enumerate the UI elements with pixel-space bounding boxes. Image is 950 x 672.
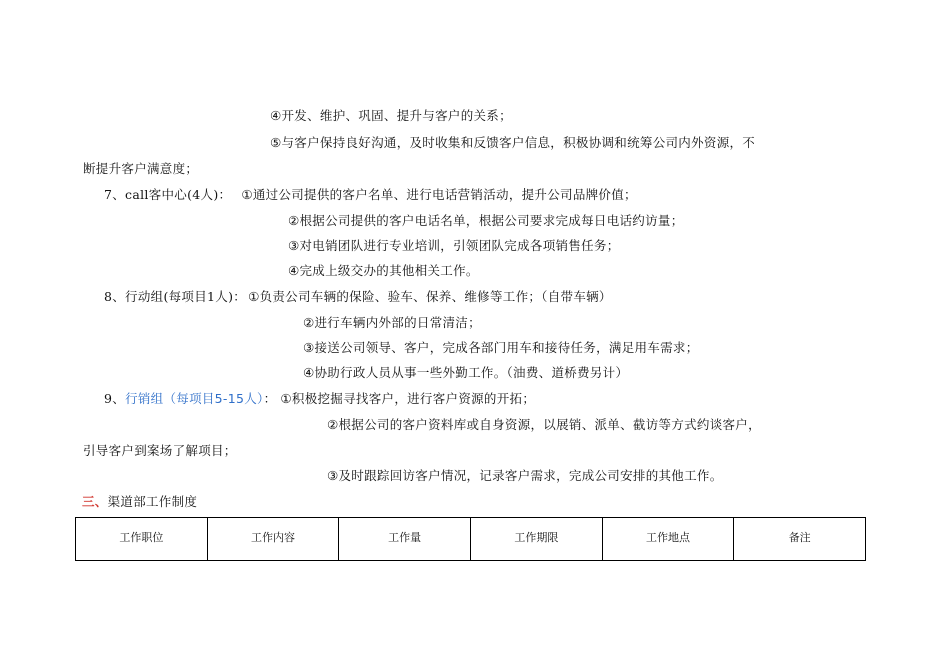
action-group-duty-4: ④协助行政人员从事一些外勤工作。（油费、道桥费另计） [303, 365, 629, 380]
action-group-duty-3: ③接送公司领导、客户，完成各部门用车和接待任务，满足用车需求； [303, 340, 699, 355]
marketing-group-duty-2-continuation: 引导客户到案场了解项目； [83, 443, 237, 458]
table-header-content: 工作内容 [208, 518, 340, 560]
table-header-location: 工作地点 [603, 518, 735, 560]
item-5-communication: ⑤与客户保持良好沟通，及时收集和反馈客户信息，积极协调和统筹公司内外资源，不 [270, 135, 756, 150]
marketing-group-label: 行销组（每项目5-15人） [125, 391, 264, 406]
call-center-duty-4: ④完成上级交办的其他相关工作。 [288, 263, 479, 278]
action-group-label: 8、行动组(每项目1人)： [104, 289, 247, 304]
section-title: 渠道部工作制度 [107, 494, 198, 509]
action-group-duty-2: ②进行车辆内外部的日常清洁； [303, 315, 481, 330]
marketing-group-colon: ： [263, 391, 277, 406]
section-heading [82, 493, 197, 511]
call-center-label: 7、call客中心(4人)： [104, 187, 232, 202]
item-4-relations: ④开发、维护、巩固、提升与客户的关系； [270, 108, 512, 123]
marketing-group-row [104, 390, 535, 408]
call-center-duty-3: ③对电销团队进行专业培训，引领团队完成各项销售任务； [288, 238, 620, 253]
call-center-duty-2: ②根据公司提供的客户电话名单，根据公司要求完成每日电话约访量； [288, 213, 684, 228]
marketing-group-duty-1: ①积极挖掘寻找客户，进行客户资源的开拓； [280, 391, 536, 406]
table-header-workload: 工作量 [339, 518, 471, 560]
action-group-duty-1: ①负责公司车辆的保险、验车、保养、维修等工作；（自带车辆） [248, 289, 612, 304]
call-center-row [104, 186, 637, 204]
marketing-group-duty-2: ②根据公司的客户资料库或自身资源，以展销、派单、截访等方式约谈客户， [327, 417, 761, 432]
action-group-row [104, 288, 612, 306]
marketing-group-number: 9、 [104, 391, 126, 406]
section-number: 三、 [82, 494, 108, 509]
table-header-position: 工作职位 [76, 518, 208, 560]
item-5-continuation: 断提升客户满意度； [83, 161, 199, 176]
table-header-deadline: 工作期限 [471, 518, 603, 560]
table-header-remarks: 备注 [788, 531, 811, 544]
call-center-duty-1: ①通过公司提供的客户名单、进行电话营销活动，提升公司品牌价值； [241, 187, 637, 202]
marketing-group-duty-3: ③及时跟踪回访客户情况，记录客户需求，完成公司安排的其他工作。 [327, 468, 723, 483]
work-schedule-table [75, 517, 866, 561]
